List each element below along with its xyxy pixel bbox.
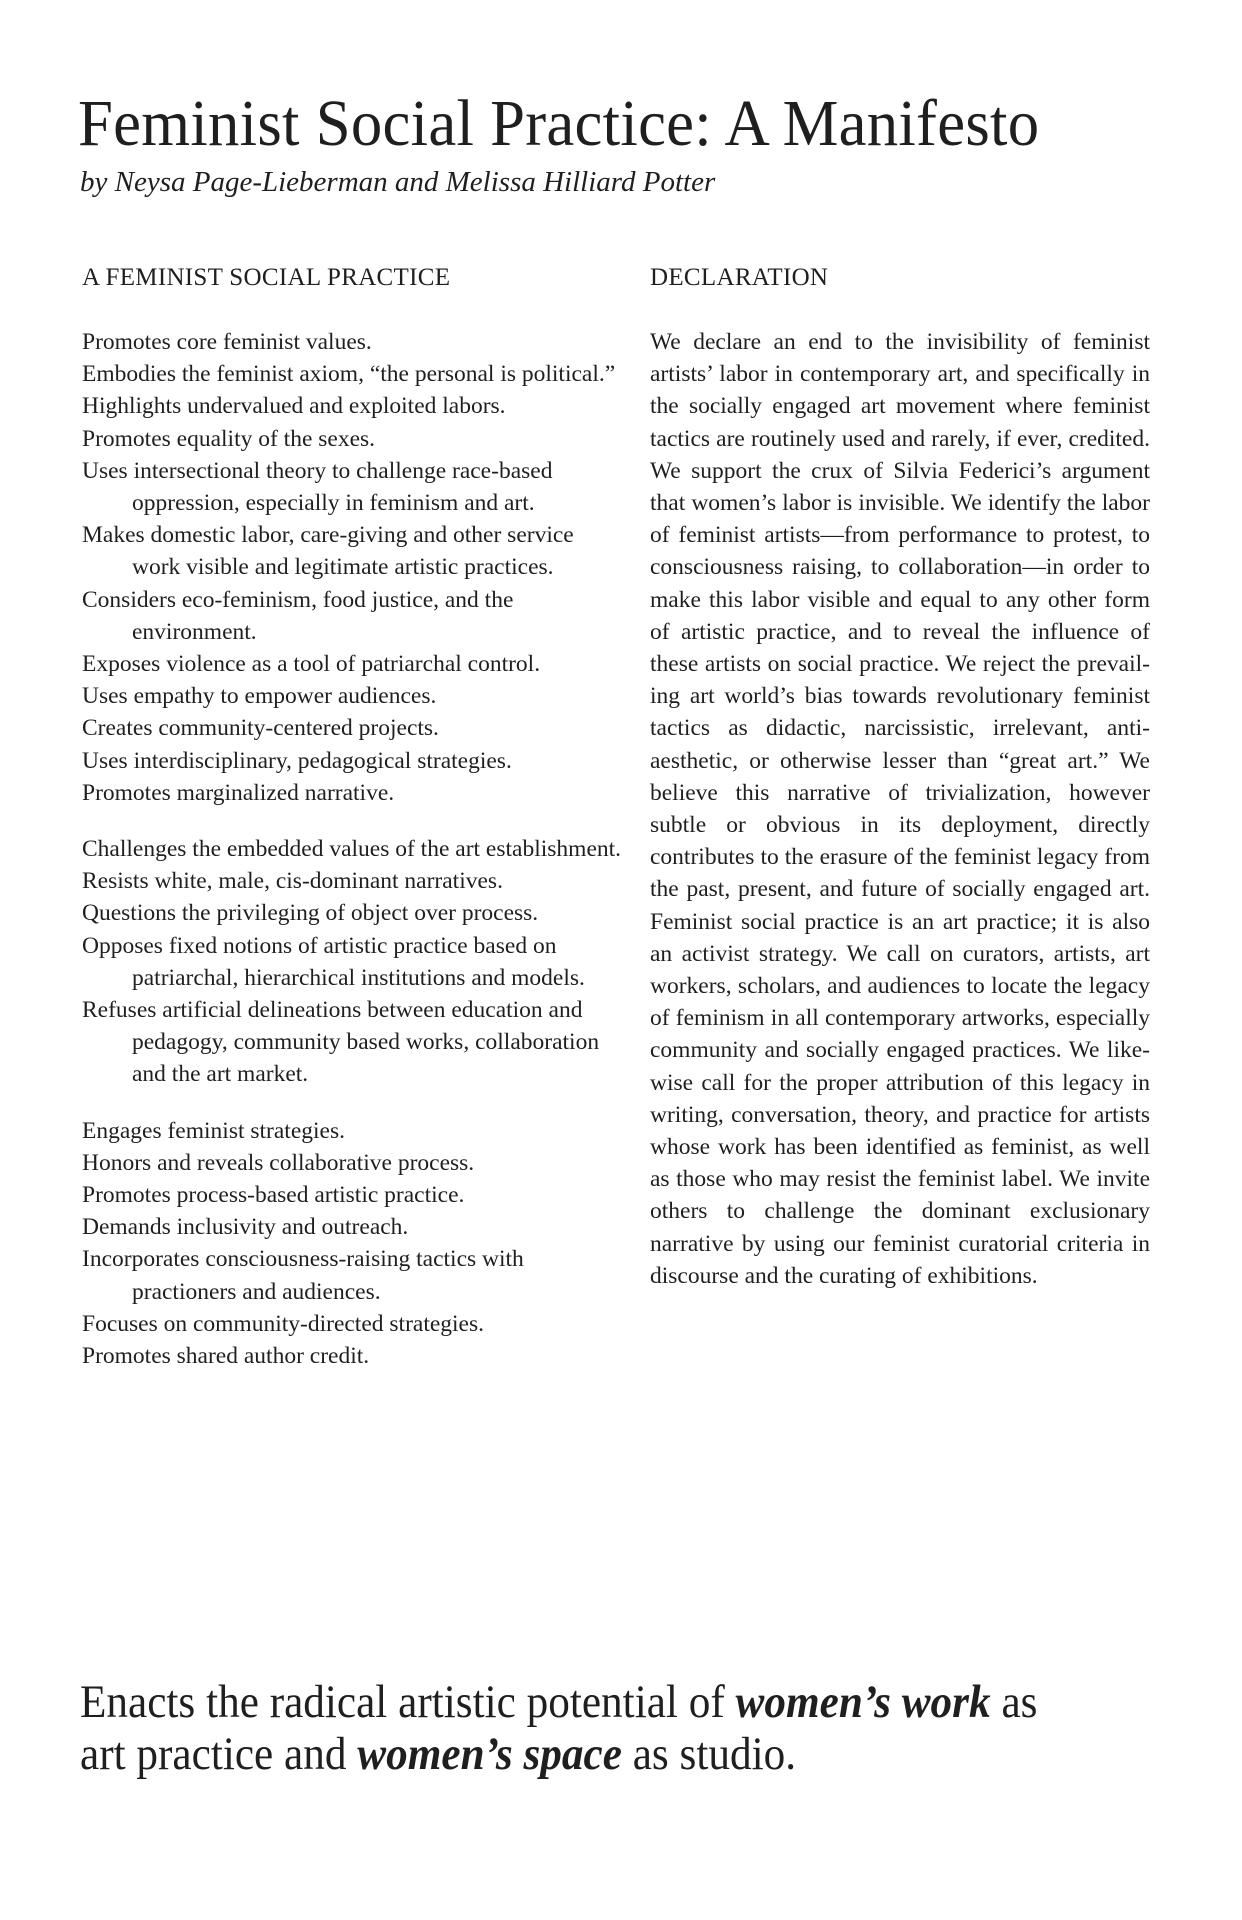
- tagline-emphasis-womens-space: women’s space: [357, 1728, 622, 1780]
- document-title: Feminist Social Practice: A Manifesto: [78, 87, 1040, 160]
- list-item: Highlights undervalued and exploited labors.: [82, 393, 506, 420]
- list-item: Engages feminist strategies.: [82, 1117, 345, 1144]
- list-item: Promotes shared author credit.: [82, 1343, 370, 1370]
- section-heading-declaration: DECLARATION: [650, 264, 829, 291]
- list-item: Challenges the embedded values of the art establishment.: [82, 836, 622, 863]
- list-item: Opposes fixed notions of artistic practice based on patriarchal, hierarchical institutions and models.: [82, 932, 585, 991]
- feminist-social-practice-column: [82, 262, 622, 1372]
- tagline-text: as studio.: [621, 1728, 797, 1780]
- list-item: Creates community-centered projects.: [82, 715, 439, 742]
- list-item: Refuses artificial delineations between education and pedagogy, community based works, collaboration and the art market.: [82, 997, 600, 1088]
- list-item: Promotes marginalized narrative.: [82, 779, 395, 806]
- declaration-column: [650, 262, 1150, 1292]
- list-item: Demands inclusivity and outreach.: [82, 1214, 409, 1241]
- list-item: Incorporates consciousness-raising tactics with practioners and audiences.: [82, 1246, 524, 1305]
- list-item: Makes domestic labor, care-giving and other service work visible and legitimate artistic practices.: [82, 522, 574, 581]
- list-item: Uses intersectional theory to challenge race-based oppression, especially in feminism and art.: [82, 457, 553, 517]
- tagline-emphasis-womens-work: women’s work: [735, 1676, 991, 1728]
- practice-list-group-1: [82, 326, 622, 809]
- list-item: Considers eco-feminism, food justice, and the environment.: [82, 586, 514, 645]
- practice-list-group-2: [82, 833, 622, 1091]
- tagline-text: Enacts the radical artistic potential of: [80, 1676, 736, 1728]
- list-item: Uses empathy to empower audiences.: [82, 683, 437, 710]
- list-item: Uses interdisciplinary, pedagogical strategies.: [82, 747, 512, 774]
- list-item: Promotes equality of the sexes.: [82, 425, 376, 452]
- closing-tagline: [80, 1676, 1092, 1780]
- list-item: Embodies the feminist axiom, “the personal is political.”: [82, 361, 616, 388]
- practice-list-group-3: [82, 1115, 622, 1373]
- group-spacer: [82, 1091, 622, 1115]
- declaration-paragraph: We declare an end to the invisibility of feminist artists’ labor in contemporary art, and specifically in the socially engaged art movement where feminist tactics are routinely used and rarely, if ever, credited. We support the crux of Silvia Federici’s argument that women’s labor is invisible. We identify the labor of feminist artists—from performance to protest, to consciousness raising, to collaboration—in order to make this labor visible and equal to any other form of artistic practice, and to reveal the influence of these artists on social practice. We reject the prevailing art world’s bias towards revolutionary feminist tactics as didactic, narcissistic, irrelevant, anti-aesthetic, or otherwise lesser than “great art.” We believe this narrative of trivialization, however subtle or obvious in its deployment, directly contributes to the erasure of the feminist legacy from the past, present, and future of socially engaged art. Feminist social practice is an art practice; it is also an activist strategy. We call on curators, artists, art workers, scholars, and audiences to locate the legacy of feminism in all contemporary artworks, especially community and socially engaged practices. We likewise call for the proper attribution of this legacy in writing, conversation, theory, and practice for artists whose work has been identified as feminist, as well as those who may resist the feminist label. We invite others to challenge the dominant exclusionary narrative by using our feminist curatorial criteria in discourse and the curating of exhibitions.: [650, 329, 1150, 1289]
- list-item: Promotes core feminist values.: [82, 329, 372, 355]
- group-spacer: [82, 809, 622, 833]
- list-item: Promotes process-based artistic practice.: [82, 1182, 465, 1209]
- list-item: Focuses on community-directed strategies.: [82, 1310, 485, 1337]
- section-heading-practice: A FEMINIST SOCIAL PRACTICE: [82, 264, 451, 291]
- list-item: Questions the privileging of object over process.: [82, 900, 539, 927]
- list-item: Resists white, male, cis-dominant narratives.: [82, 868, 503, 895]
- tagline-text: as art practice and: [80, 1676, 1038, 1780]
- list-item: Honors and reveals collaborative process.: [82, 1149, 475, 1176]
- list-item: Exposes violence as a tool of patriarchal control.: [82, 651, 541, 678]
- author-byline: by Neysa Page-Lieberman and Melissa Hilliard Potter: [80, 166, 716, 198]
